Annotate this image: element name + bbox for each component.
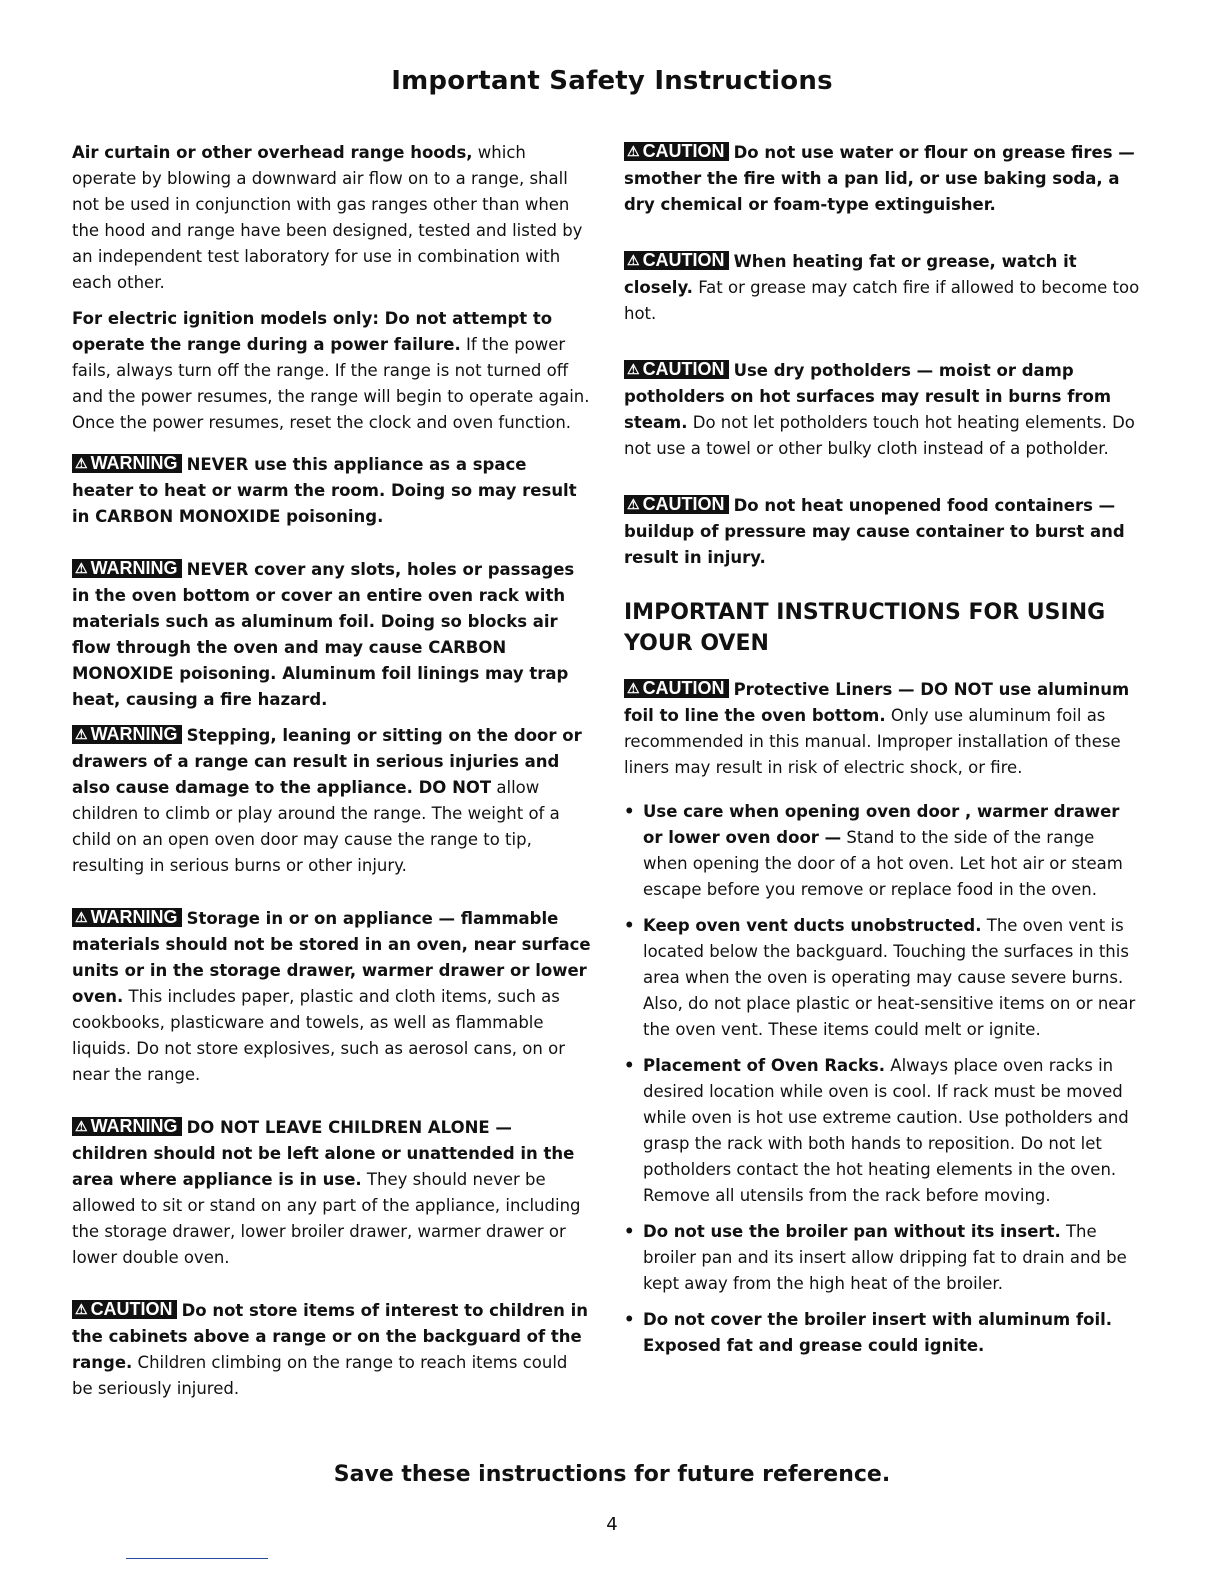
warning-storage xyxy=(72,906,592,1088)
caution-items-of-interest xyxy=(72,1298,592,1402)
warning-triangle-icon: ⚠ xyxy=(75,909,88,925)
divider xyxy=(126,1558,268,1559)
warning-triangle-icon: ⚠ xyxy=(75,726,88,742)
left-column xyxy=(72,140,592,1402)
bullet-icon: • xyxy=(624,1056,635,1075)
badge-label: CAUTION xyxy=(642,359,725,379)
caution-body: Only use aluminum foil as recommended in this manual. Improper installation of these liners may result in risk of electric shock, or fire. xyxy=(624,706,1121,777)
caution-text: Do not use water or flour on grease fires — smother the fire with a pan lid, or use baking soda, a dry chemical or foam-type extinguisher. xyxy=(624,143,1135,214)
list-item xyxy=(624,1053,1144,1209)
list-item xyxy=(624,913,1144,1043)
warning-triangle-icon: ⚠ xyxy=(75,560,88,576)
warning-text: NEVER use this appliance as a space heater to heat or warm the room. Doing so may result in CARBON MONOXIDE poisoning. xyxy=(72,455,577,526)
caution-text: When heating fat or grease, watch it closely. xyxy=(624,252,1077,297)
list-item-body: Always place oven racks in desired location while oven is cool. If rack must be moved while oven is hot use extreme caution. Use potholders and grasp the rack with both hands to reposition. Do not let potholders contact the hot heating elements in the oven. Remove all utensils from the rack before moving. xyxy=(643,1056,1129,1205)
list-item-lead: Placement of Oven Racks. xyxy=(643,1056,886,1075)
list-item xyxy=(624,1219,1144,1297)
caution-text: Protective Liners — DO NOT use aluminum foil to line the oven bottom. xyxy=(624,680,1130,725)
badge-label: WARNING xyxy=(90,1116,178,1136)
warning-space-heater xyxy=(72,452,592,530)
badge-label: WARNING xyxy=(90,724,178,744)
caution-text: Use dry potholders — moist or damp potholders on hot surfaces may result in burns from steam. xyxy=(624,361,1112,432)
caution-protective-liners xyxy=(624,677,1144,781)
badge-label: WARNING xyxy=(90,453,178,473)
bullet-icon: • xyxy=(624,916,635,935)
warning-text: Storage in or on appliance — flammable materials should not be stored in an oven, near surface units or in the storage drawer, warmer drawer or lower oven. xyxy=(72,909,591,1006)
caution-grease-fires xyxy=(624,140,1144,218)
page-number: 4 xyxy=(606,1514,618,1535)
overhead-hoods-paragraph xyxy=(72,140,592,296)
warning-triangle-icon: ⚠ xyxy=(75,455,88,471)
list-item-lead: Use care when opening oven door , warmer drawer or lower oven door — xyxy=(643,802,1120,847)
warning-badge xyxy=(72,1117,182,1136)
list-item-body: Stand to the side of the range when opening the door of a hot oven. Let hot air or steam escape before you remove or replace food in the oven. xyxy=(643,828,1123,899)
list-item-lead: Do not cover the broiler insert with aluminum foil. Exposed fat and grease could ignite. xyxy=(643,1310,1113,1355)
caution-badge xyxy=(624,251,729,270)
list-item-body: The oven vent is located below the backguard. Touching the surfaces in this area when the oven is operating may cause severe burns. Also, do not place plastic or heat-sensitive items on or near the oven vent. These items could melt or ignite. xyxy=(643,916,1136,1039)
badge-label: CAUTION xyxy=(642,250,725,270)
warning-children-alone xyxy=(72,1115,592,1271)
caution-text: Do not store items of interest to children in the cabinets above a range or on the backguard of the range. xyxy=(72,1301,589,1372)
badge-label: CAUTION xyxy=(90,1299,173,1319)
warning-body: They should never be allowed to sit or stand on any part of the appliance, including the storage drawer, lower broiler drawer, warmer drawer or lower double oven. xyxy=(72,1170,581,1267)
list-item xyxy=(624,1307,1144,1359)
caution-dry-potholders xyxy=(624,358,1144,462)
caution-badge xyxy=(624,679,729,698)
warning-badge xyxy=(72,559,182,578)
caution-text: Do not heat unopened food containers — buildup of pressure may cause container to burst and result in injury. xyxy=(624,496,1125,567)
badge-label: CAUTION xyxy=(642,494,725,514)
bullet-icon: • xyxy=(624,802,635,821)
section-heading: IMPORTANT INSTRUCTIONS FOR USING YOUR OVEN xyxy=(624,600,1106,656)
badge-label: WARNING xyxy=(90,907,178,927)
caution-body: Do not let potholders touch hot heating elements. Do not use a towel or other bulky cloth instead of a potholder. xyxy=(624,413,1135,458)
warning-stepping xyxy=(72,723,592,879)
caution-body: Fat or grease may catch fire if allowed to become too hot. xyxy=(624,278,1140,323)
badge-label: WARNING xyxy=(90,558,178,578)
caution-body: Children climbing on the range to reach items could be seriously injured. xyxy=(72,1353,568,1398)
warning-text: NEVER cover any slots, holes or passages in the oven bottom or cover an entire oven rack with materials such as aluminum foil. Doing so blocks air flow through the oven and may cause CARBON MONOXIDE poisoning. Aluminum foil linings may trap heat, causing a fire hazard. xyxy=(72,560,575,709)
paragraph-body: If the power fails, always turn off the range. If the range is not turned off and the power resumes, the range will begin to operate again. Once the power resumes, reset the clock and oven function. xyxy=(72,335,590,432)
warning-text: Stepping, leaning or sitting on the door or drawers of a range can result in serious injuries and also cause damage to the appliance. DO NOT xyxy=(72,726,582,797)
warning-badge xyxy=(72,908,182,927)
warning-text: DO NOT LEAVE CHILDREN ALONE — children should not be left alone or unattended in the area where appliance is in use. xyxy=(72,1118,575,1189)
paragraph-body: which operate by blowing a downward air flow on to a range, shall not be used in conjunction with gas ranges other than when the hood and range have been designed, tested and listed by an independent test laboratory for use in combination with each other. xyxy=(72,143,583,292)
list-item-body: The broiler pan and its insert allow dripping fat to drain and be kept away from the high heat of the broiler. xyxy=(643,1222,1127,1293)
caution-heating-fat xyxy=(624,249,1144,327)
warning-badge xyxy=(72,454,182,473)
caution-badge xyxy=(624,495,729,514)
page-title: Important Safety Instructions xyxy=(391,66,833,96)
caution-badge xyxy=(72,1300,177,1319)
paragraph-lead: For electric ignition models only: Do not attempt to operate the range during a power failure. xyxy=(72,309,553,354)
warning-triangle-icon: ⚠ xyxy=(75,1301,88,1317)
right-column xyxy=(624,140,1144,1359)
footer-note: Save these instructions for future reference. xyxy=(333,1462,891,1487)
warning-triangle-icon: ⚠ xyxy=(627,143,640,159)
warning-triangle-icon: ⚠ xyxy=(627,361,640,377)
badge-label: CAUTION xyxy=(642,678,725,698)
paragraph-lead: Air curtain or other overhead range hoods, xyxy=(72,143,473,162)
warning-triangle-icon: ⚠ xyxy=(627,496,640,512)
caution-badge xyxy=(624,360,729,379)
oven-instructions-list xyxy=(624,799,1144,1359)
badge-label: CAUTION xyxy=(642,141,725,161)
list-item xyxy=(624,799,1144,903)
warning-triangle-icon: ⚠ xyxy=(75,1118,88,1134)
power-failure-paragraph xyxy=(72,306,592,436)
warning-body: This includes paper, plastic and cloth items, such as cookbooks, plasticware and towels, as well as flammable liquids. Do not store explosives, such as aerosol cans, on or near the range. xyxy=(72,987,565,1084)
list-item-lead: Keep oven vent ducts unobstructed. xyxy=(643,916,982,935)
bullet-icon: • xyxy=(624,1310,635,1329)
warning-triangle-icon: ⚠ xyxy=(627,680,640,696)
warning-body: allow children to climb or play around the range. The weight of a child on an open oven door may cause the range to tip, resulting in serious burns or other injury. xyxy=(72,778,560,875)
caution-unopened-containers xyxy=(624,493,1144,571)
bullet-icon: • xyxy=(624,1222,635,1241)
warning-badge xyxy=(72,725,182,744)
warning-cover-slots xyxy=(72,557,592,713)
warning-triangle-icon: ⚠ xyxy=(627,252,640,268)
list-item-lead: Do not use the broiler pan without its insert. xyxy=(643,1222,1061,1241)
caution-badge xyxy=(624,142,729,161)
